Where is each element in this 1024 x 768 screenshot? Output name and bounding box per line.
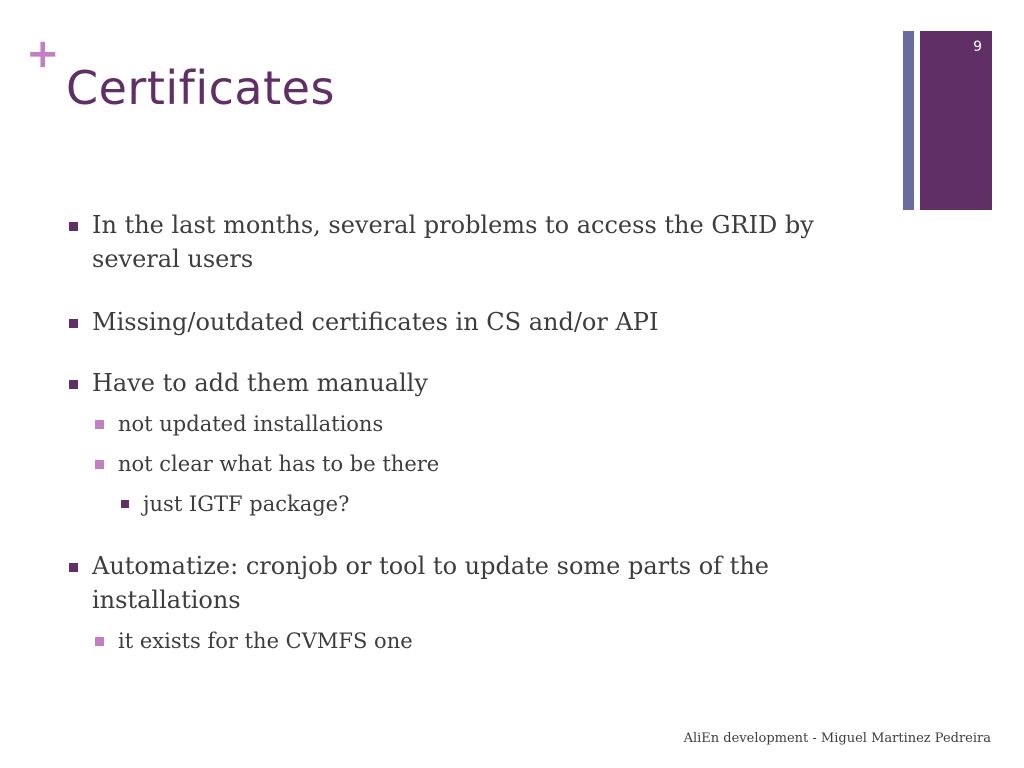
square-bullet-icon bbox=[95, 637, 104, 646]
square-bullet-icon bbox=[69, 222, 78, 231]
sub-bullet-item bbox=[66, 408, 876, 440]
sub-sub-bullet-text: just IGTF package? bbox=[143, 492, 350, 516]
slide-title: Certificates bbox=[66, 61, 335, 115]
square-bullet-icon bbox=[95, 460, 104, 469]
plus-icon: + bbox=[26, 31, 60, 77]
bullet-text: Have to add them manually bbox=[92, 369, 428, 397]
sub-bullet-text: not updated installations bbox=[118, 412, 384, 436]
square-bullet-icon bbox=[95, 420, 104, 429]
page-number: 9 bbox=[973, 39, 982, 55]
bullet-item bbox=[66, 208, 876, 276]
bullet-text-line: Automatize: cronjob or tool to update some parts of the bbox=[92, 552, 769, 580]
sub-bullet-item bbox=[66, 625, 876, 657]
bullet-item bbox=[66, 305, 876, 339]
bullet-text-line: several users bbox=[92, 245, 254, 273]
bullet-list bbox=[66, 208, 876, 657]
bullet-item bbox=[66, 366, 876, 400]
sub-bullet-item bbox=[66, 448, 876, 480]
square-bullet-icon bbox=[69, 563, 78, 572]
square-bullet-icon bbox=[69, 319, 78, 328]
bullet-text: Missing/outdated certificates in CS and/or API bbox=[92, 308, 659, 336]
bullet-text-line: installations bbox=[92, 586, 241, 614]
sub-sub-bullet-item bbox=[66, 488, 876, 520]
accent-bar-thin bbox=[903, 31, 914, 210]
slide-footer: AliEn development - Miguel Martinez Pedreira bbox=[683, 731, 991, 746]
bullet-text-line: In the last months, several problems to access the GRID by bbox=[92, 211, 814, 239]
accent-bar bbox=[920, 31, 992, 210]
bullet-item bbox=[66, 549, 876, 617]
square-bullet-icon bbox=[121, 500, 129, 508]
sub-bullet-text: not clear what has to be there bbox=[118, 452, 440, 476]
square-bullet-icon bbox=[69, 380, 78, 389]
sub-bullet-text: it exists for the CVMFS one bbox=[118, 629, 413, 653]
